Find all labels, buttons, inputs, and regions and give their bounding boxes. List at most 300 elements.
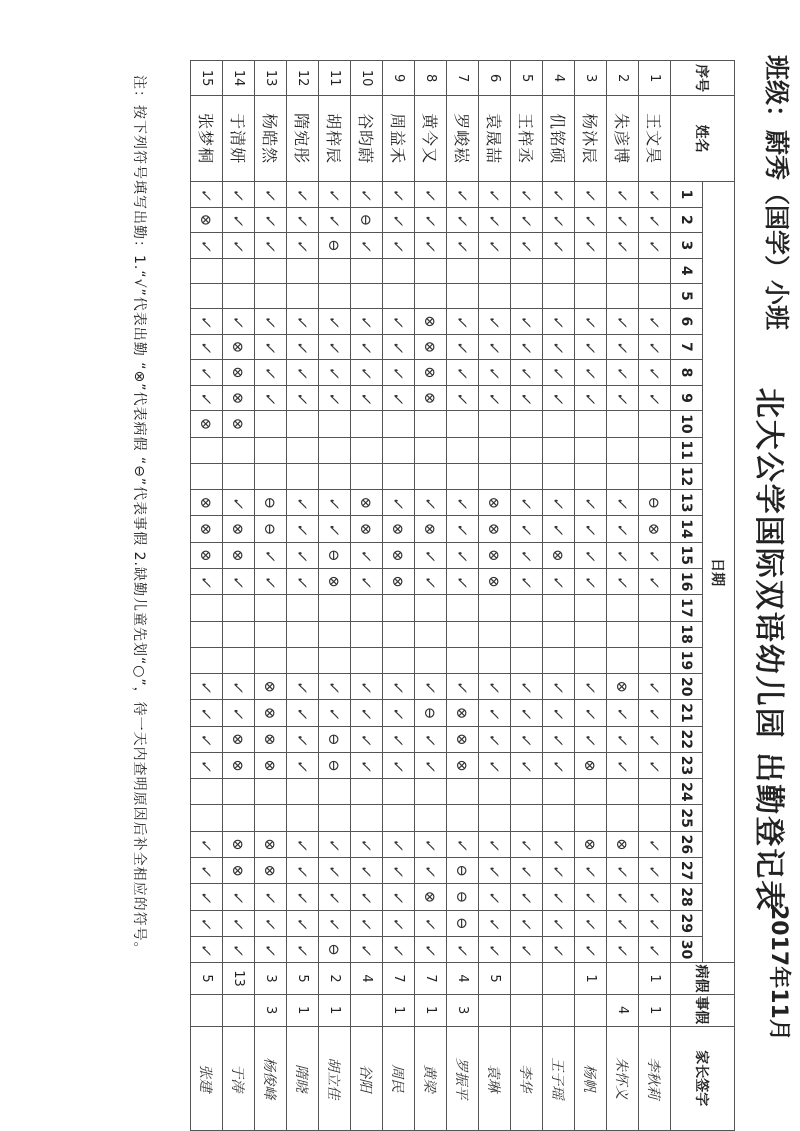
personal-leave-count: 1	[415, 994, 447, 1026]
attendance-mark: ✓	[511, 884, 543, 910]
attendance-mark: ⊗	[255, 700, 287, 726]
attendance-mark: ⊗	[223, 385, 255, 411]
attendance-mark	[255, 258, 287, 283]
attendance-mark: ⊗	[191, 490, 223, 516]
day-header: 26	[671, 831, 703, 857]
table-row	[415, 61, 447, 1131]
attendance-mark: ✓	[415, 858, 447, 884]
attendance-mark: ✓	[223, 674, 255, 700]
attendance-mark	[543, 463, 575, 489]
attendance-mark: ⊖	[255, 516, 287, 542]
attendance-mark	[511, 283, 543, 308]
student-name: 王文昊	[639, 96, 671, 182]
attendance-mark: ✓	[223, 700, 255, 726]
attendance-mark: ✓	[575, 360, 607, 386]
attendance-mark: ⊗	[447, 726, 479, 752]
attendance-mark: ✓	[575, 385, 607, 411]
attendance-mark: ✓	[287, 490, 319, 516]
row-index: 14	[223, 61, 255, 96]
attendance-mark: ✓	[639, 385, 671, 411]
attendance-mark: ✓	[255, 568, 287, 594]
attendance-mark: ✓	[543, 334, 575, 360]
attendance-mark: ✓	[191, 360, 223, 386]
attendance-mark	[191, 621, 223, 647]
day-header: 21	[671, 700, 703, 726]
parent-signature: 杨帆	[575, 1026, 607, 1131]
sick-leave-count: 5	[479, 963, 511, 995]
attendance-mark: ⊗	[223, 752, 255, 778]
attendance-mark: ✓	[287, 542, 319, 568]
attendance-mark	[383, 779, 415, 805]
attendance-mark	[415, 283, 447, 308]
attendance-mark	[319, 411, 351, 437]
parent-signature: 李华	[511, 1026, 543, 1131]
attendance-mark: ✓	[575, 858, 607, 884]
attendance-mark	[383, 595, 415, 621]
attendance-mark	[575, 283, 607, 308]
attendance-mark: ✓	[223, 182, 255, 208]
attendance-mark: ✓	[415, 936, 447, 962]
attendance-mark: ⊗	[447, 700, 479, 726]
attendance-mark: ✓	[447, 490, 479, 516]
sick-leave-count	[511, 963, 543, 995]
attendance-mark	[447, 621, 479, 647]
attendance-mark	[319, 463, 351, 489]
attendance-mark	[575, 258, 607, 283]
attendance-mark: ✓	[287, 309, 319, 335]
attendance-mark	[543, 621, 575, 647]
sick-leave-count: 1	[639, 963, 671, 995]
attendance-mark: ✓	[511, 568, 543, 594]
day-header: 16	[671, 568, 703, 594]
attendance-mark: ✓	[543, 182, 575, 208]
attendance-mark: ⊗	[415, 360, 447, 386]
attendance-mark: ✓	[319, 516, 351, 542]
attendance-mark	[287, 463, 319, 489]
attendance-mark	[479, 258, 511, 283]
attendance-mark	[607, 437, 639, 463]
table-row	[511, 61, 543, 1131]
attendance-mark: ✓	[447, 360, 479, 386]
attendance-mark: ⊗	[575, 831, 607, 857]
attendance-mark: ✓	[319, 831, 351, 857]
attendance-mark: ✓	[447, 309, 479, 335]
attendance-mark: ⊖	[447, 858, 479, 884]
attendance-mark	[351, 621, 383, 647]
attendance-mark: ✓	[479, 910, 511, 936]
attendance-mark: ✓	[383, 207, 415, 233]
col-date-group-header: 日期	[703, 182, 735, 963]
table-row	[447, 61, 479, 1131]
attendance-mark: ✓	[543, 936, 575, 962]
attendance-mark: ✓	[607, 752, 639, 778]
attendance-mark	[575, 411, 607, 437]
attendance-mark: ✓	[543, 884, 575, 910]
attendance-mark	[287, 621, 319, 647]
attendance-mark	[607, 779, 639, 805]
attendance-mark	[255, 621, 287, 647]
student-name: 周益禾	[383, 96, 415, 182]
attendance-mark: ✓	[575, 726, 607, 752]
attendance-mark: ✓	[191, 936, 223, 962]
attendance-mark: ✓	[543, 516, 575, 542]
attendance-mark: ✓	[351, 858, 383, 884]
attendance-mark: ✓	[479, 385, 511, 411]
attendance-mark: ✓	[511, 207, 543, 233]
personal-leave-count	[223, 994, 255, 1026]
attendance-mark: ✓	[287, 884, 319, 910]
attendance-mark: ✓	[607, 182, 639, 208]
col-sick-header: 病假	[671, 963, 735, 995]
attendance-mark: ⊗	[319, 568, 351, 594]
attendance-mark: ⊗	[607, 831, 639, 857]
student-name: 朱彦博	[607, 96, 639, 182]
day-header: 13	[671, 490, 703, 516]
attendance-mark: ✓	[543, 568, 575, 594]
attendance-mark: ⊗	[575, 752, 607, 778]
attendance-mark	[351, 805, 383, 831]
parent-signature: 王子瑶	[543, 1026, 575, 1131]
attendance-mark: ✓	[479, 726, 511, 752]
student-name: 王梓丞	[511, 96, 543, 182]
attendance-mark	[223, 621, 255, 647]
attendance-mark	[223, 779, 255, 805]
attendance-mark	[575, 463, 607, 489]
row-index: 2	[607, 61, 639, 96]
attendance-mark: ✓	[479, 674, 511, 700]
attendance-mark: ✓	[319, 385, 351, 411]
table-row	[479, 61, 511, 1131]
class-label: 班级：蔚秀（国学）小班	[762, 55, 791, 331]
attendance-mark: ⊗	[415, 516, 447, 542]
day-header: 1	[671, 182, 703, 208]
parent-signature: 黄梁	[415, 1026, 447, 1131]
day-header: 19	[671, 647, 703, 673]
day-header: 20	[671, 674, 703, 700]
attendance-mark	[639, 411, 671, 437]
attendance-mark	[287, 411, 319, 437]
attendance-mark: ✓	[639, 674, 671, 700]
table-row	[287, 61, 319, 1131]
attendance-mark: ✓	[351, 752, 383, 778]
student-name: 仉铭硕	[543, 96, 575, 182]
attendance-mark: ✓	[511, 385, 543, 411]
personal-leave-count: 3	[255, 994, 287, 1026]
attendance-mark: ✓	[287, 233, 319, 259]
attendance-mark	[511, 621, 543, 647]
attendance-mark	[415, 463, 447, 489]
attendance-mark: ✓	[607, 309, 639, 335]
attendance-mark: ⊖	[255, 490, 287, 516]
attendance-mark: ✓	[287, 936, 319, 962]
attendance-mark: ✓	[447, 674, 479, 700]
attendance-mark: ✓	[639, 182, 671, 208]
attendance-mark: ✓	[479, 334, 511, 360]
attendance-mark	[415, 779, 447, 805]
col-name-header: 姓名	[671, 96, 735, 182]
attendance-mark	[479, 411, 511, 437]
attendance-mark: ✓	[639, 910, 671, 936]
attendance-mark: ✓	[223, 936, 255, 962]
day-header: 2	[671, 207, 703, 233]
attendance-mark: ⊗	[415, 884, 447, 910]
attendance-mark: ✓	[575, 309, 607, 335]
student-name: 张梦桐	[191, 96, 223, 182]
student-name: 谷昀蔚	[351, 96, 383, 182]
attendance-mark	[543, 595, 575, 621]
attendance-mark: ⊗	[223, 858, 255, 884]
attendance-mark: ⊗	[543, 542, 575, 568]
personal-leave-count: 1	[287, 994, 319, 1026]
attendance-mark: ✓	[287, 568, 319, 594]
attendance-mark: ⊗	[191, 516, 223, 542]
attendance-mark: ⊖	[351, 207, 383, 233]
attendance-mark	[255, 411, 287, 437]
attendance-mark: ✓	[607, 858, 639, 884]
attendance-mark	[255, 463, 287, 489]
col-personal-header: 事假	[671, 994, 735, 1026]
attendance-mark: ✓	[543, 233, 575, 259]
attendance-mark	[447, 647, 479, 673]
attendance-mark: ✓	[639, 233, 671, 259]
day-header: 4	[671, 258, 703, 283]
attendance-mark: ⊗	[415, 309, 447, 335]
attendance-mark: ✓	[479, 360, 511, 386]
attendance-mark	[511, 779, 543, 805]
parent-signature: 胡立佳	[319, 1026, 351, 1131]
attendance-mark: ⊗	[383, 568, 415, 594]
sick-leave-count	[607, 963, 639, 995]
attendance-mark: ✓	[383, 360, 415, 386]
attendance-mark: ✓	[639, 700, 671, 726]
attendance-mark: ✓	[447, 831, 479, 857]
attendance-mark: ✓	[191, 884, 223, 910]
attendance-mark	[511, 463, 543, 489]
attendance-mark: ✓	[479, 233, 511, 259]
attendance-mark	[223, 595, 255, 621]
attendance-mark: ✓	[511, 674, 543, 700]
attendance-mark: ✓	[575, 936, 607, 962]
attendance-mark: ✓	[415, 674, 447, 700]
attendance-mark: ⊗	[639, 516, 671, 542]
attendance-mark	[543, 411, 575, 437]
attendance-mark: ✓	[383, 858, 415, 884]
table-row	[319, 61, 351, 1131]
sick-leave-count: 5	[191, 963, 223, 995]
attendance-mark: ✓	[287, 726, 319, 752]
table-row	[223, 61, 255, 1131]
day-header: 7	[671, 334, 703, 360]
attendance-mark: ✓	[287, 516, 319, 542]
attendance-mark	[543, 283, 575, 308]
attendance-mark	[255, 437, 287, 463]
attendance-mark: ✓	[351, 334, 383, 360]
attendance-mark	[287, 779, 319, 805]
attendance-mark	[575, 595, 607, 621]
attendance-mark	[383, 621, 415, 647]
personal-leave-count	[543, 994, 575, 1026]
attendance-mark: ✓	[191, 752, 223, 778]
attendance-mark: ✓	[351, 726, 383, 752]
attendance-mark: ✓	[255, 936, 287, 962]
attendance-mark: ✓	[543, 360, 575, 386]
attendance-mark: ⊗	[479, 490, 511, 516]
attendance-mark: ✓	[191, 700, 223, 726]
attendance-mark: ✓	[287, 700, 319, 726]
attendance-mark	[287, 258, 319, 283]
attendance-mark	[447, 805, 479, 831]
attendance-mark: ✓	[351, 360, 383, 386]
attendance-mark	[639, 437, 671, 463]
day-header: 14	[671, 516, 703, 542]
attendance-mark	[639, 805, 671, 831]
attendance-mark	[351, 437, 383, 463]
attendance-mark: ✓	[607, 726, 639, 752]
parent-signature: 朱怀义	[607, 1026, 639, 1131]
attendance-mark	[319, 779, 351, 805]
row-index: 10	[351, 61, 383, 96]
attendance-mark: ⊖	[319, 542, 351, 568]
attendance-mark: ✓	[511, 182, 543, 208]
personal-leave-count: 1	[319, 994, 351, 1026]
attendance-mark	[255, 805, 287, 831]
attendance-mark: ✓	[351, 831, 383, 857]
parent-signature: 张建	[191, 1026, 223, 1131]
attendance-mark: ⊖	[415, 700, 447, 726]
attendance-mark: ✓	[447, 936, 479, 962]
personal-leave-count	[575, 994, 607, 1026]
attendance-mark: ✓	[191, 726, 223, 752]
attendance-mark: ⊗	[223, 360, 255, 386]
attendance-mark: ✓	[639, 309, 671, 335]
attendance-mark: ✓	[575, 910, 607, 936]
attendance-mark: ⊗	[223, 542, 255, 568]
attendance-mark: ✓	[639, 542, 671, 568]
attendance-mark	[287, 647, 319, 673]
attendance-mark: ✓	[543, 858, 575, 884]
attendance-mark: ⊗	[255, 726, 287, 752]
attendance-mark: ✓	[351, 233, 383, 259]
day-header: 5	[671, 283, 703, 308]
attendance-mark: ⊗	[351, 516, 383, 542]
attendance-mark	[319, 595, 351, 621]
attendance-mark	[511, 437, 543, 463]
attendance-mark: ✓	[575, 207, 607, 233]
attendance-mark: ✓	[607, 700, 639, 726]
personal-leave-count: 1	[383, 994, 415, 1026]
row-index: 4	[543, 61, 575, 96]
attendance-mark: ✓	[223, 309, 255, 335]
attendance-mark: ✓	[415, 233, 447, 259]
parent-signature: 隋晓	[287, 1026, 319, 1131]
student-name: 杨沐辰	[575, 96, 607, 182]
parent-signature: 于涛	[223, 1026, 255, 1131]
attendance-mark: ✓	[639, 858, 671, 884]
table-row	[351, 61, 383, 1131]
attendance-mark: ✓	[639, 752, 671, 778]
attendance-mark: ✓	[319, 884, 351, 910]
attendance-mark	[319, 621, 351, 647]
attendance-mark: ✓	[511, 542, 543, 568]
attendance-table	[190, 60, 735, 1131]
attendance-mark: ✓	[383, 385, 415, 411]
attendance-mark	[223, 437, 255, 463]
personal-leave-count	[479, 994, 511, 1026]
attendance-mark: ⊗	[223, 726, 255, 752]
attendance-mark: ⊗	[223, 411, 255, 437]
attendance-mark: ✓	[575, 542, 607, 568]
sick-leave-count: 2	[319, 963, 351, 995]
attendance-mark	[255, 283, 287, 308]
attendance-mark	[351, 283, 383, 308]
attendance-mark	[607, 647, 639, 673]
attendance-mark: ✓	[415, 542, 447, 568]
attendance-mark: ✓	[191, 385, 223, 411]
attendance-mark: ✓	[511, 233, 543, 259]
attendance-mark: ✓	[575, 516, 607, 542]
day-header: 25	[671, 805, 703, 831]
attendance-mark: ✓	[575, 334, 607, 360]
attendance-mark	[575, 437, 607, 463]
attendance-mark: ✓	[511, 516, 543, 542]
row-index: 8	[415, 61, 447, 96]
attendance-mark: ✓	[639, 726, 671, 752]
attendance-mark: ✓	[287, 360, 319, 386]
attendance-mark	[223, 258, 255, 283]
day-header: 3	[671, 233, 703, 259]
attendance-mark: ⊗	[255, 674, 287, 700]
attendance-mark	[607, 805, 639, 831]
attendance-mark: ✓	[287, 674, 319, 700]
student-name: 于清妍	[223, 96, 255, 182]
attendance-mark: ✓	[319, 334, 351, 360]
attendance-mark: ✓	[447, 516, 479, 542]
sick-leave-count: 3	[255, 963, 287, 995]
attendance-mark: ✓	[191, 334, 223, 360]
attendance-mark	[287, 595, 319, 621]
personal-leave-count: 4	[607, 994, 639, 1026]
attendance-mark: ✓	[511, 910, 543, 936]
attendance-mark	[415, 595, 447, 621]
attendance-mark	[191, 258, 223, 283]
table-row	[575, 61, 607, 1131]
attendance-mark: ✓	[351, 674, 383, 700]
row-index: 6	[479, 61, 511, 96]
page-title: 北大公学国际双语幼儿园 出勤登记表	[751, 387, 786, 913]
attendance-mark	[447, 779, 479, 805]
personal-leave-count	[191, 994, 223, 1026]
student-name: 杨皓然	[255, 96, 287, 182]
attendance-mark: ✓	[383, 700, 415, 726]
attendance-mark: ✓	[255, 884, 287, 910]
attendance-mark: ✓	[543, 700, 575, 726]
attendance-mark: ⊗	[223, 831, 255, 857]
attendance-mark: ✓	[287, 752, 319, 778]
attendance-mark: ✓	[383, 752, 415, 778]
attendance-mark: ✓	[511, 490, 543, 516]
attendance-mark: ✓	[287, 910, 319, 936]
attendance-mark	[639, 595, 671, 621]
attendance-mark: ⊗	[255, 858, 287, 884]
attendance-mark: ✓	[575, 700, 607, 726]
attendance-mark: ✓	[575, 182, 607, 208]
row-index: 12	[287, 61, 319, 96]
day-header: 23	[671, 752, 703, 778]
day-header: 9	[671, 385, 703, 411]
row-index: 5	[511, 61, 543, 96]
table-row	[383, 61, 415, 1131]
attendance-mark	[607, 463, 639, 489]
